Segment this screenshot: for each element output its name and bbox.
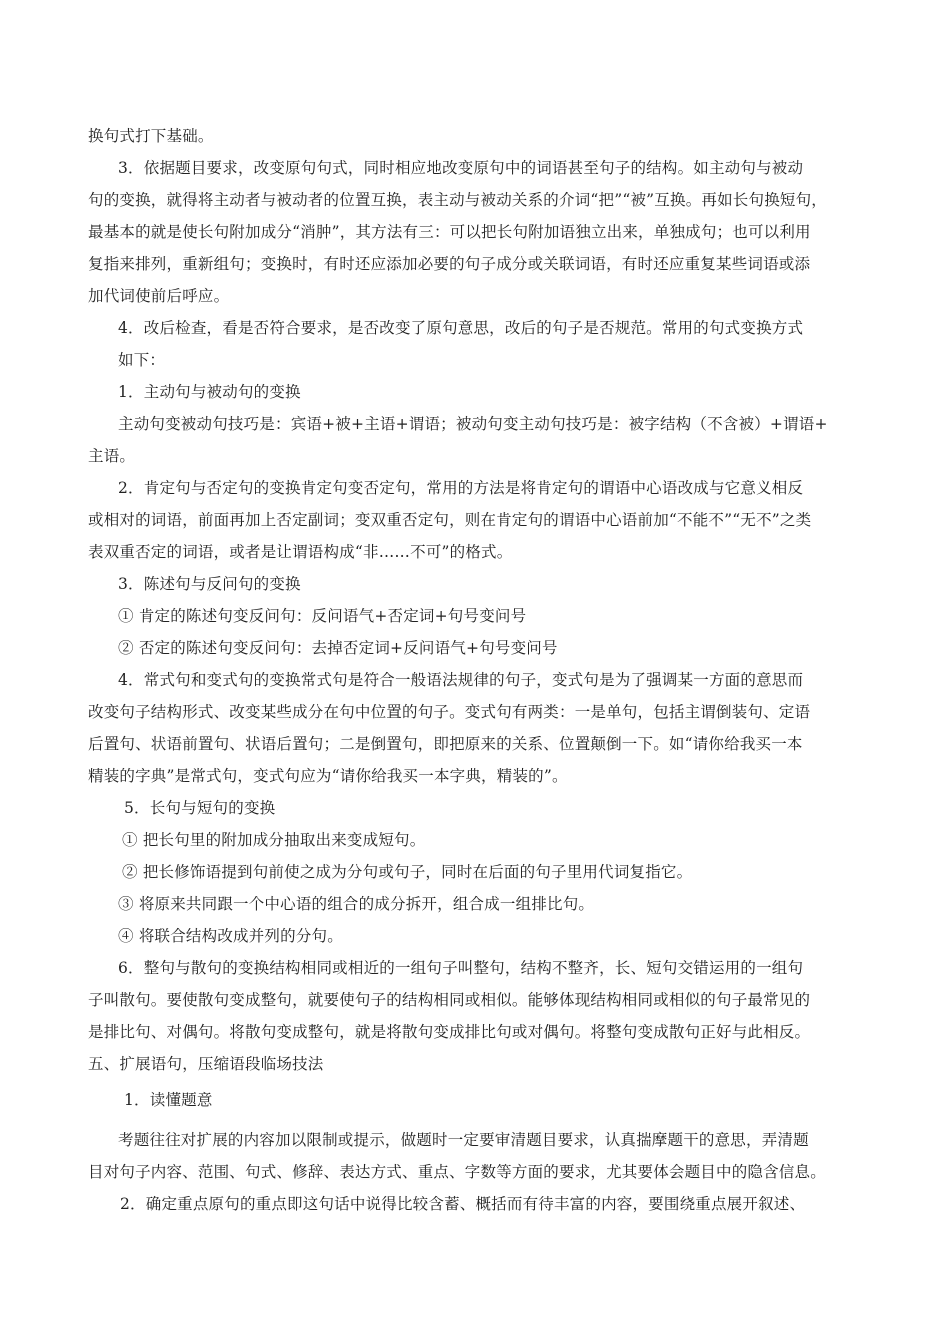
list-item: ① 把长句里的附加成分抽取出来变成短句。 [122,831,426,849]
text-line: 子叫散句。要使散句变成整句，就要使句子的结构相同或相似。能够体现结构相同或相似的句子最常见的 [88,991,811,1009]
text-line: 4．改后检查，看是否符合要求，是否改变了原句意思，改后的句子是否规范。常用的句式变换方式 [118,319,804,337]
text-line: 目对句子内容、范围、句式、修辞、表达方式、重点、字数等方面的要求，尤其要体会题目中的隐含信息。 [88,1163,826,1181]
section-heading: 5．长句与短句的变换 [124,799,276,817]
text-line: 3．依据题目要求，改变原句句式，同时相应地改变原句中的词语甚至句子的结构。如主动句与被动 [118,159,804,177]
list-item: ② 否定的陈述句变反问句：去掉否定词+反问语气+句号变问号 [118,639,558,657]
text-line: 2．肯定句与否定句的变换肯定句变否定句，常用的方法是将肯定句的谓语中心语改成与它意义相反 [118,479,804,497]
text-line: 或相对的词语，前面再加上否定副词；变双重否定句，则在肯定句的谓语中心语前加“不能不”“无不”之类 [88,511,812,529]
text-line: 加代词使前后呼应。 [88,287,230,305]
text-line: 复指来排列，重新组句；变换时，有时还应添加必要的句子成分或关联词语，有时还应重复某些词语或添 [88,255,811,273]
text-line: 主动句变被动句技巧是：宾语+被+主语+谓语；被动句变主动句技巧是：被字结构（不含被）+谓语+ [118,415,828,433]
section-heading: 1．主动句与被动句的变换 [118,383,301,401]
text-line: 改变句子结构形式、改变某些成分在句中位置的句子。变式句有两类：一是单句，包括主谓倒装句、定语 [88,703,811,721]
text-line: 如下： [118,351,166,369]
text-line: 最基本的就是使长句附加成分“消肿”，其方法有三：可以把长句附加语独立出来，单独成句；也可以利用 [88,223,811,241]
text-line: 6．整句与散句的变换结构相同或相近的一组句子叫整句，结构不整齐，长、短句交错运用的一组句 [118,959,804,977]
text-line: 是排比句、对偶句。将散句变成整句，就是将散句变成排比句或对偶句。将整句变成散句正好与此相反。 [88,1023,811,1041]
text-line: 主语。 [88,447,136,465]
list-item: ③ 将原来共同跟一个中心语的组合的成分拆开，组合成一组排比句。 [118,895,595,913]
section-heading: 1．读懂题意 [124,1091,213,1109]
text-line: 句的变换，就得将主动者与被动者的位置互换，表主动与被动关系的介词“把”“被”互换。再如长句换短句， [88,191,827,209]
text-line: 精装的字典”是常式句，变式句应为“请你给我买一本字典，精装的”。 [88,767,568,785]
list-item: ② 把长修饰语提到句前使之成为分句或句子，同时在后面的句子里用代词复指它。 [122,863,693,881]
text-line: 后置句、状语前置句、状语后置句；二是倒置句，即把原来的关系、位置颠倒一下。如“请你给我买一本 [88,735,803,753]
chapter-heading: 五、扩展语句，压缩语段临场技法 [88,1055,324,1073]
section-heading: 3．陈述句与反问句的变换 [118,575,301,593]
text-line: 4．常式句和变式句的变换常式句是符合一般语法规律的句子，变式句是为了强调某一方面的意思而 [118,671,804,689]
text-line: 换句式打下基础。 [88,127,214,145]
list-item: ④ 将联合结构改成并列的分句。 [118,927,343,945]
list-item: ① 肯定的陈述句变反问句：反问语气+否定词+句号变问号 [118,607,527,625]
text-line: 表双重否定的词语，或者是让谓语构成“非……不可”的格式。 [88,543,513,561]
text-line: 2．确定重点原句的重点即这句话中说得比较含蓄、概括而有待丰富的内容，要围绕重点展开叙述、 [120,1195,806,1213]
text-line: 考题往往对扩展的内容加以限制或提示，做题时一定要审清题目要求，认真揣摩题干的意思，弄清题 [118,1131,809,1149]
